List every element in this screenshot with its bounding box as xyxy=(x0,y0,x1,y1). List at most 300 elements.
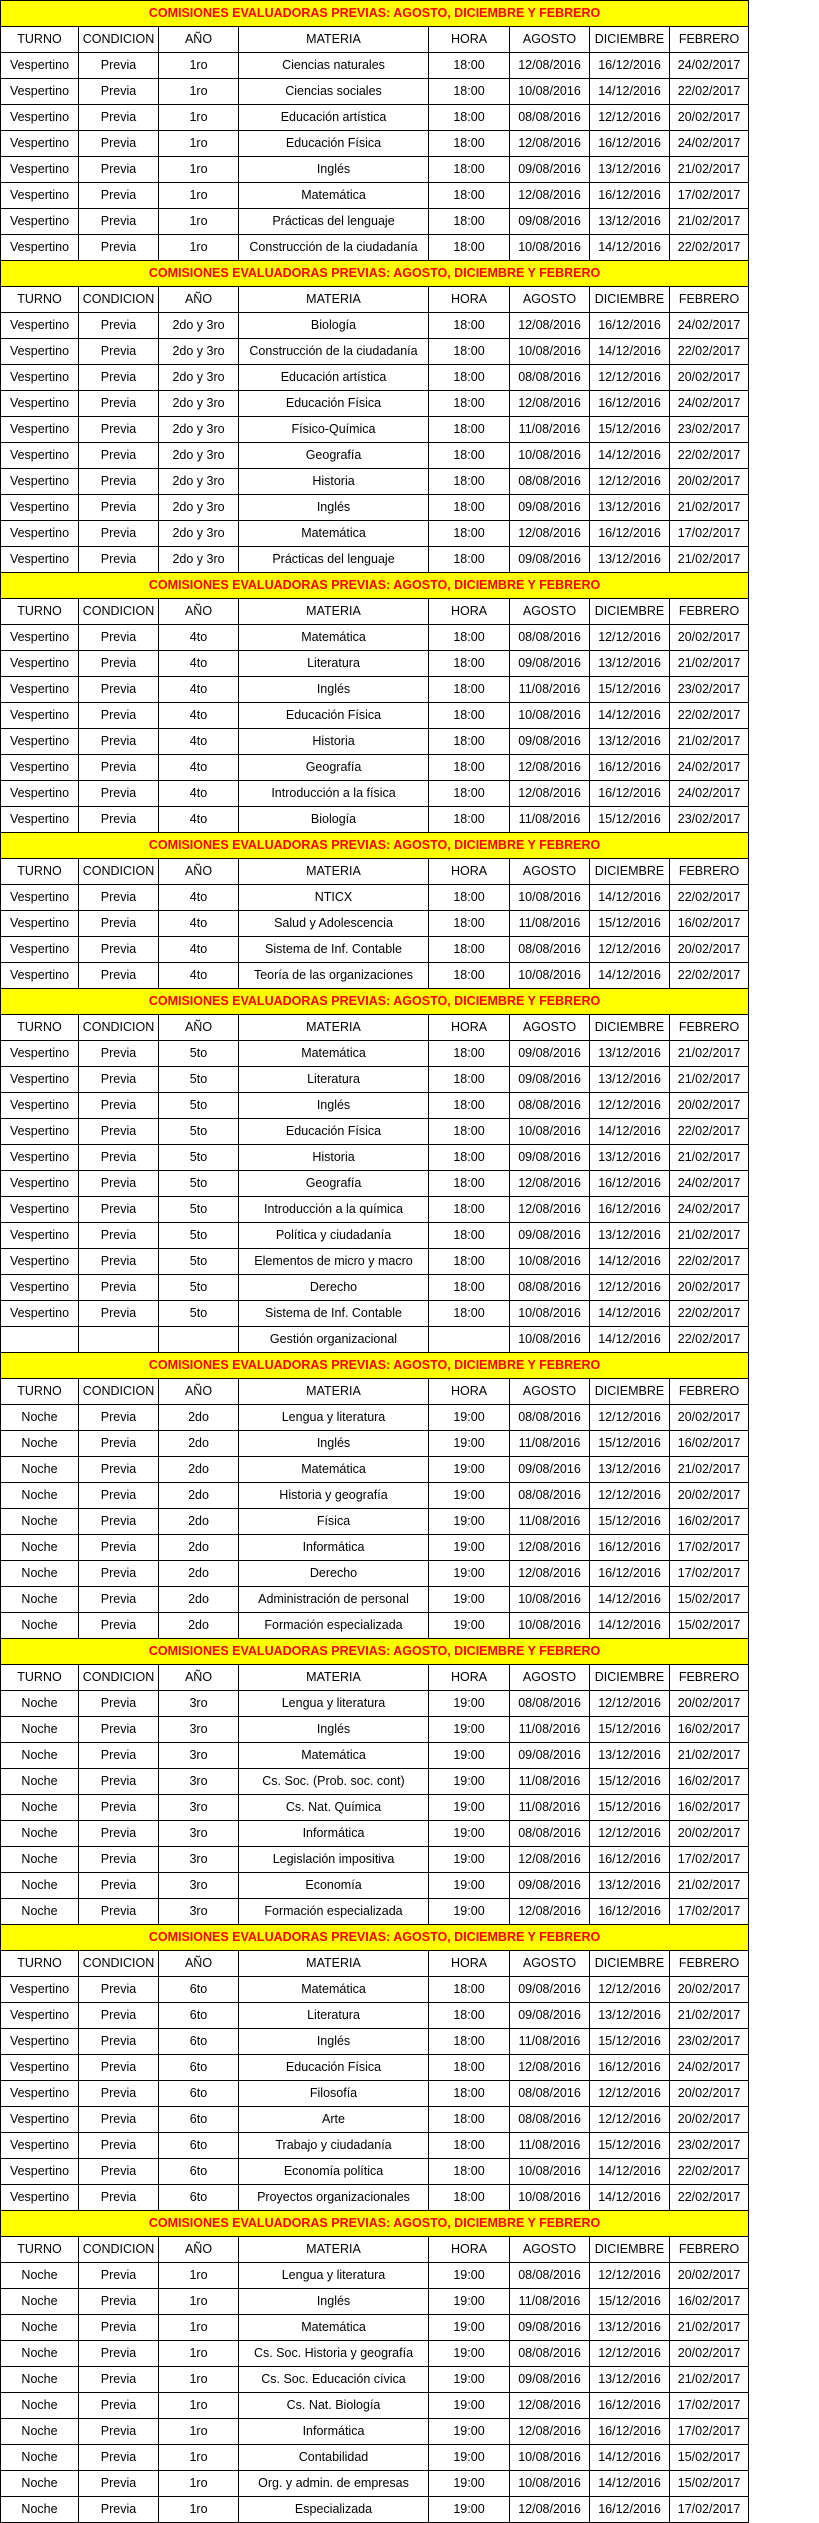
table-row xyxy=(1,2289,749,2315)
cell-anio: 2do y 3ro xyxy=(159,521,239,547)
cell-condicion: Previa xyxy=(79,235,159,261)
cell-condicion: Previa xyxy=(79,1847,159,1873)
cell-anio: 3ro xyxy=(159,1769,239,1795)
header-febrero: FEBRERO xyxy=(670,27,749,53)
cell-hora: 19:00 xyxy=(429,1873,510,1899)
cell-condicion: Previa xyxy=(79,2471,159,2497)
cell-febrero: 21/02/2017 xyxy=(670,1223,749,1249)
header-turno: TURNO xyxy=(1,1379,79,1405)
cell-anio: 1ro xyxy=(159,2497,239,2523)
cell-agosto: 10/08/2016 xyxy=(510,1587,590,1613)
cell-febrero: 20/02/2017 xyxy=(670,625,749,651)
table-row xyxy=(1,1301,749,1327)
cell-diciembre: 15/12/2016 xyxy=(590,1717,670,1743)
header-materia: MATERIA xyxy=(239,2237,429,2263)
cell-turno xyxy=(1,1327,79,1353)
table-row xyxy=(1,1093,749,1119)
header-diciembre: DICIEMBRE xyxy=(590,27,670,53)
table-row xyxy=(1,443,749,469)
cell-turno: Noche xyxy=(1,2289,79,2315)
cell-febrero: 20/02/2017 xyxy=(670,105,749,131)
cell-hora: 19:00 xyxy=(429,1769,510,1795)
cell-turno: Vespertino xyxy=(1,157,79,183)
cell-condicion: Previa xyxy=(79,1613,159,1639)
table-row xyxy=(1,1457,749,1483)
header-condicion: CONDICION xyxy=(79,599,159,625)
cell-agosto: 12/08/2016 xyxy=(510,313,590,339)
cell-turno: Noche xyxy=(1,2419,79,2445)
table-row xyxy=(1,2393,749,2419)
cell-turno: Vespertino xyxy=(1,131,79,157)
table-row xyxy=(1,1119,749,1145)
cell-agosto: 10/08/2016 xyxy=(510,235,590,261)
cell-febrero: 21/02/2017 xyxy=(670,157,749,183)
cell-materia: Literatura xyxy=(239,2003,429,2029)
cell-condicion: Previa xyxy=(79,1119,159,1145)
cell-condicion: Previa xyxy=(79,1977,159,2003)
cell-agosto: 08/08/2016 xyxy=(510,1483,590,1509)
cell-anio: 4to xyxy=(159,755,239,781)
table-row xyxy=(1,1275,749,1301)
cell-materia: Matemática xyxy=(239,1041,429,1067)
cell-turno: Vespertino xyxy=(1,651,79,677)
header-hora: HORA xyxy=(429,1665,510,1691)
cell-condicion: Previa xyxy=(79,1301,159,1327)
cell-materia: Ciencias naturales xyxy=(239,53,429,79)
cell-diciembre: 16/12/2016 xyxy=(590,755,670,781)
cell-hora: 18:00 xyxy=(429,937,510,963)
cell-turno: Noche xyxy=(1,1405,79,1431)
cell-anio: 2do xyxy=(159,1405,239,1431)
cell-diciembre: 15/12/2016 xyxy=(590,2133,670,2159)
cell-hora: 18:00 xyxy=(429,1249,510,1275)
cell-anio: 2do y 3ro xyxy=(159,417,239,443)
cell-diciembre: 14/12/2016 xyxy=(590,1613,670,1639)
cell-agosto: 08/08/2016 xyxy=(510,625,590,651)
cell-condicion: Previa xyxy=(79,1457,159,1483)
table-row xyxy=(1,2185,749,2211)
cell-agosto: 11/08/2016 xyxy=(510,677,590,703)
cell-hora: 18:00 xyxy=(429,1197,510,1223)
cell-agosto: 08/08/2016 xyxy=(510,365,590,391)
header-condicion: CONDICION xyxy=(79,1665,159,1691)
cell-anio: 1ro xyxy=(159,157,239,183)
cell-anio: 4to xyxy=(159,937,239,963)
cell-anio: 3ro xyxy=(159,1873,239,1899)
cell-materia: Introducción a la química xyxy=(239,1197,429,1223)
cell-condicion: Previa xyxy=(79,911,159,937)
header-febrero: FEBRERO xyxy=(670,1951,749,1977)
cell-febrero: 24/02/2017 xyxy=(670,755,749,781)
cell-febrero: 23/02/2017 xyxy=(670,807,749,833)
cell-diciembre: 13/12/2016 xyxy=(590,2367,670,2393)
cell-hora: 19:00 xyxy=(429,2445,510,2471)
cell-turno: Noche xyxy=(1,1847,79,1873)
cell-agosto: 09/08/2016 xyxy=(510,1873,590,1899)
cell-agosto: 12/08/2016 xyxy=(510,391,590,417)
cell-agosto: 08/08/2016 xyxy=(510,2263,590,2289)
header-turno: TURNO xyxy=(1,2237,79,2263)
cell-agosto: 12/08/2016 xyxy=(510,1561,590,1587)
cell-anio: 1ro xyxy=(159,2289,239,2315)
cell-diciembre: 16/12/2016 xyxy=(590,2393,670,2419)
cell-turno: Noche xyxy=(1,1613,79,1639)
cell-diciembre: 16/12/2016 xyxy=(590,1171,670,1197)
cell-turno: Noche xyxy=(1,2471,79,2497)
cell-condicion: Previa xyxy=(79,1561,159,1587)
cell-materia: Educación Física xyxy=(239,391,429,417)
cell-condicion: Previa xyxy=(79,1535,159,1561)
cell-materia: Inglés xyxy=(239,1717,429,1743)
cell-hora: 18:00 xyxy=(429,2159,510,2185)
cell-materia: Inglés xyxy=(239,2289,429,2315)
cell-agosto: 08/08/2016 xyxy=(510,1691,590,1717)
cell-febrero: 17/02/2017 xyxy=(670,2497,749,2523)
cell-agosto: 09/08/2016 xyxy=(510,1743,590,1769)
cell-hora xyxy=(429,1327,510,1353)
column-header-row xyxy=(1,1015,749,1041)
cell-diciembre: 16/12/2016 xyxy=(590,183,670,209)
header-hora: HORA xyxy=(429,287,510,313)
cell-febrero: 22/02/2017 xyxy=(670,963,749,989)
header-diciembre: DICIEMBRE xyxy=(590,1951,670,1977)
cell-diciembre: 12/12/2016 xyxy=(590,1093,670,1119)
cell-condicion: Previa xyxy=(79,1431,159,1457)
cell-turno: Vespertino xyxy=(1,209,79,235)
cell-materia: Matemática xyxy=(239,521,429,547)
cell-agosto: 11/08/2016 xyxy=(510,1509,590,1535)
cell-anio: 6to xyxy=(159,2159,239,2185)
column-header-row xyxy=(1,2237,749,2263)
cell-diciembre: 13/12/2016 xyxy=(590,547,670,573)
cell-materia: Salud y Adolescencia xyxy=(239,911,429,937)
cell-diciembre: 14/12/2016 xyxy=(590,703,670,729)
cell-hora: 18:00 xyxy=(429,1145,510,1171)
cell-condicion: Previa xyxy=(79,2081,159,2107)
table-row xyxy=(1,105,749,131)
section-title-row xyxy=(1,573,749,599)
header-condicion: CONDICION xyxy=(79,287,159,313)
cell-condicion: Previa xyxy=(79,105,159,131)
cell-condicion: Previa xyxy=(79,2341,159,2367)
cell-diciembre: 16/12/2016 xyxy=(590,2497,670,2523)
cell-anio: 5to xyxy=(159,1197,239,1223)
cell-diciembre: 16/12/2016 xyxy=(590,1197,670,1223)
cell-turno: Noche xyxy=(1,1587,79,1613)
cell-agosto: 10/08/2016 xyxy=(510,2445,590,2471)
section-title-row xyxy=(1,1639,749,1665)
cell-agosto: 09/08/2016 xyxy=(510,1067,590,1093)
cell-agosto: 12/08/2016 xyxy=(510,521,590,547)
cell-materia: Construcción de la ciudadanía xyxy=(239,235,429,261)
cell-agosto: 10/08/2016 xyxy=(510,1119,590,1145)
cell-condicion: Previa xyxy=(79,755,159,781)
cell-febrero: 15/02/2017 xyxy=(670,2471,749,2497)
cell-hora: 18:00 xyxy=(429,2133,510,2159)
cell-agosto: 08/08/2016 xyxy=(510,1275,590,1301)
cell-hora: 19:00 xyxy=(429,1821,510,1847)
cell-hora: 18:00 xyxy=(429,1301,510,1327)
cell-febrero: 24/02/2017 xyxy=(670,1171,749,1197)
cell-febrero: 15/02/2017 xyxy=(670,2445,749,2471)
cell-condicion: Previa xyxy=(79,2289,159,2315)
cell-anio: 4to xyxy=(159,885,239,911)
cell-anio: 5to xyxy=(159,1145,239,1171)
cell-hora: 18:00 xyxy=(429,339,510,365)
cell-condicion: Previa xyxy=(79,2029,159,2055)
cell-agosto: 11/08/2016 xyxy=(510,417,590,443)
cell-anio: 1ro xyxy=(159,2393,239,2419)
cell-hora: 18:00 xyxy=(429,1119,510,1145)
cell-hora: 19:00 xyxy=(429,2471,510,2497)
cell-diciembre: 13/12/2016 xyxy=(590,495,670,521)
table-row xyxy=(1,2107,749,2133)
table-row xyxy=(1,235,749,261)
header-condicion: CONDICION xyxy=(79,27,159,53)
cell-diciembre: 14/12/2016 xyxy=(590,79,670,105)
cell-agosto: 11/08/2016 xyxy=(510,2029,590,2055)
table-row xyxy=(1,1197,749,1223)
cell-materia: Literatura xyxy=(239,651,429,677)
table-row xyxy=(1,1691,749,1717)
cell-anio: 2do xyxy=(159,1431,239,1457)
header-agosto: AGOSTO xyxy=(510,1951,590,1977)
table-row xyxy=(1,1899,749,1925)
cell-condicion: Previa xyxy=(79,1197,159,1223)
cell-hora: 19:00 xyxy=(429,1717,510,1743)
table-row xyxy=(1,677,749,703)
cell-turno: Vespertino xyxy=(1,2133,79,2159)
header-anio: AÑO xyxy=(159,599,239,625)
cell-hora: 18:00 xyxy=(429,391,510,417)
cell-anio: 2do xyxy=(159,1613,239,1639)
header-materia: MATERIA xyxy=(239,1015,429,1041)
cell-anio: 1ro xyxy=(159,183,239,209)
cell-materia: Informática xyxy=(239,1821,429,1847)
cell-hora: 18:00 xyxy=(429,2185,510,2211)
cell-materia: Biología xyxy=(239,313,429,339)
cell-diciembre: 14/12/2016 xyxy=(590,885,670,911)
header-agosto: AGOSTO xyxy=(510,287,590,313)
cell-turno: Vespertino xyxy=(1,1093,79,1119)
header-agosto: AGOSTO xyxy=(510,859,590,885)
cell-materia: Cs. Soc. (Prob. soc. cont) xyxy=(239,1769,429,1795)
cell-condicion: Previa xyxy=(79,79,159,105)
cell-diciembre: 16/12/2016 xyxy=(590,2055,670,2081)
header-diciembre: DICIEMBRE xyxy=(590,859,670,885)
cell-febrero: 17/02/2017 xyxy=(670,183,749,209)
section-title-row xyxy=(1,2211,749,2237)
cell-materia: Inglés xyxy=(239,677,429,703)
table-row xyxy=(1,157,749,183)
cell-agosto: 11/08/2016 xyxy=(510,807,590,833)
cell-materia: Lengua y literatura xyxy=(239,1691,429,1717)
table-row xyxy=(1,1431,749,1457)
cell-materia: Inglés xyxy=(239,1431,429,1457)
cell-febrero: 22/02/2017 xyxy=(670,885,749,911)
table-row xyxy=(1,2315,749,2341)
cell-hora: 19:00 xyxy=(429,2315,510,2341)
cell-diciembre: 13/12/2016 xyxy=(590,209,670,235)
cell-agosto: 10/08/2016 xyxy=(510,2185,590,2211)
cell-hora: 19:00 xyxy=(429,2419,510,2445)
table-row xyxy=(1,2055,749,2081)
cell-materia: Geografía xyxy=(239,443,429,469)
cell-diciembre: 12/12/2016 xyxy=(590,1405,670,1431)
cell-febrero: 17/02/2017 xyxy=(670,2419,749,2445)
cell-materia: Sistema de Inf. Contable xyxy=(239,937,429,963)
header-condicion: CONDICION xyxy=(79,859,159,885)
section-title: COMISIONES EVALUADORAS PREVIAS: AGOSTO, DICIEMBRE Y FEBRERO xyxy=(1,1,749,27)
cell-agosto: 12/08/2016 xyxy=(510,1171,590,1197)
cell-anio: 4to xyxy=(159,677,239,703)
cell-condicion: Previa xyxy=(79,651,159,677)
cell-agosto: 11/08/2016 xyxy=(510,2289,590,2315)
cell-turno: Vespertino xyxy=(1,2029,79,2055)
header-materia: MATERIA xyxy=(239,1951,429,1977)
cell-febrero: 22/02/2017 xyxy=(670,443,749,469)
cell-agosto: 10/08/2016 xyxy=(510,1613,590,1639)
cell-turno: Vespertino xyxy=(1,1067,79,1093)
cell-hora: 19:00 xyxy=(429,2289,510,2315)
cell-febrero: 24/02/2017 xyxy=(670,131,749,157)
table-row xyxy=(1,1821,749,1847)
cell-febrero: 16/02/2017 xyxy=(670,1769,749,1795)
table-row xyxy=(1,937,749,963)
cell-materia: Educación Física xyxy=(239,703,429,729)
cell-diciembre: 13/12/2016 xyxy=(590,1743,670,1769)
cell-febrero: 20/02/2017 xyxy=(670,1977,749,2003)
table-row xyxy=(1,521,749,547)
cell-materia: Físico-Química xyxy=(239,417,429,443)
cell-agosto: 09/08/2016 xyxy=(510,209,590,235)
header-materia: MATERIA xyxy=(239,287,429,313)
cell-anio: 5to xyxy=(159,1093,239,1119)
cell-hora: 18:00 xyxy=(429,79,510,105)
cell-condicion: Previa xyxy=(79,1509,159,1535)
header-agosto: AGOSTO xyxy=(510,1379,590,1405)
header-agosto: AGOSTO xyxy=(510,27,590,53)
header-diciembre: DICIEMBRE xyxy=(590,287,670,313)
cell-turno: Noche xyxy=(1,1483,79,1509)
cell-febrero: 16/02/2017 xyxy=(670,2289,749,2315)
cell-febrero: 21/02/2017 xyxy=(670,547,749,573)
cell-agosto: 08/08/2016 xyxy=(510,105,590,131)
cell-hora: 18:00 xyxy=(429,729,510,755)
cell-hora: 18:00 xyxy=(429,521,510,547)
cell-agosto: 10/08/2016 xyxy=(510,2471,590,2497)
cell-condicion: Previa xyxy=(79,469,159,495)
header-turno: TURNO xyxy=(1,1951,79,1977)
cell-diciembre: 12/12/2016 xyxy=(590,1691,670,1717)
table-row xyxy=(1,417,749,443)
table-row xyxy=(1,2367,749,2393)
cell-diciembre: 16/12/2016 xyxy=(590,391,670,417)
header-hora: HORA xyxy=(429,2237,510,2263)
cell-diciembre: 15/12/2016 xyxy=(590,2289,670,2315)
cell-agosto: 11/08/2016 xyxy=(510,911,590,937)
cell-turno: Vespertino xyxy=(1,2107,79,2133)
cell-materia: Administración de personal xyxy=(239,1587,429,1613)
cell-febrero: 20/02/2017 xyxy=(670,2341,749,2367)
header-febrero: FEBRERO xyxy=(670,1665,749,1691)
cell-febrero: 22/02/2017 xyxy=(670,1249,749,1275)
cell-diciembre: 14/12/2016 xyxy=(590,2445,670,2471)
cell-hora: 18:00 xyxy=(429,1067,510,1093)
cell-turno: Vespertino xyxy=(1,183,79,209)
table-row xyxy=(1,2081,749,2107)
cell-febrero: 21/02/2017 xyxy=(670,1041,749,1067)
cell-febrero: 16/02/2017 xyxy=(670,911,749,937)
cell-materia: Educación Física xyxy=(239,131,429,157)
cell-condicion: Previa xyxy=(79,703,159,729)
cell-anio: 6to xyxy=(159,2107,239,2133)
section-title-row xyxy=(1,833,749,859)
cell-condicion: Previa xyxy=(79,1405,159,1431)
table-row xyxy=(1,1535,749,1561)
cell-diciembre: 15/12/2016 xyxy=(590,1431,670,1457)
cell-anio: 5to xyxy=(159,1041,239,1067)
cell-febrero: 21/02/2017 xyxy=(670,1873,749,1899)
cell-condicion: Previa xyxy=(79,625,159,651)
cell-turno: Vespertino xyxy=(1,729,79,755)
cell-hora: 18:00 xyxy=(429,911,510,937)
cell-febrero: 17/02/2017 xyxy=(670,1561,749,1587)
cell-condicion: Previa xyxy=(79,781,159,807)
table-row xyxy=(1,885,749,911)
cell-materia: Educación Física xyxy=(239,2055,429,2081)
table-row xyxy=(1,1405,749,1431)
cell-diciembre: 14/12/2016 xyxy=(590,1587,670,1613)
cell-materia: Formación especializada xyxy=(239,1613,429,1639)
section-title: COMISIONES EVALUADORAS PREVIAS: AGOSTO, DICIEMBRE Y FEBRERO xyxy=(1,1639,749,1665)
table-row xyxy=(1,495,749,521)
cell-anio: 5to xyxy=(159,1171,239,1197)
cell-condicion xyxy=(79,1327,159,1353)
cell-diciembre: 14/12/2016 xyxy=(590,2471,670,2497)
cell-materia: Derecho xyxy=(239,1561,429,1587)
cell-condicion: Previa xyxy=(79,1483,159,1509)
cell-anio: 1ro xyxy=(159,2341,239,2367)
cell-condicion: Previa xyxy=(79,495,159,521)
table-row xyxy=(1,807,749,833)
header-hora: HORA xyxy=(429,599,510,625)
table-row xyxy=(1,1171,749,1197)
cell-condicion: Previa xyxy=(79,2263,159,2289)
cell-diciembre: 16/12/2016 xyxy=(590,521,670,547)
cell-febrero: 16/02/2017 xyxy=(670,1717,749,1743)
table-row xyxy=(1,2471,749,2497)
cell-hora: 18:00 xyxy=(429,157,510,183)
cell-turno: Vespertino xyxy=(1,391,79,417)
cell-agosto: 12/08/2016 xyxy=(510,53,590,79)
header-turno: TURNO xyxy=(1,599,79,625)
cell-anio: 1ro xyxy=(159,2445,239,2471)
cell-diciembre: 13/12/2016 xyxy=(590,1873,670,1899)
cell-turno: Noche xyxy=(1,1717,79,1743)
cell-materia: Cs. Soc. Educación cívica xyxy=(239,2367,429,2393)
cell-materia: Especializada xyxy=(239,2497,429,2523)
cell-condicion: Previa xyxy=(79,157,159,183)
cell-agosto: 12/08/2016 xyxy=(510,2393,590,2419)
cell-materia: Contabilidad xyxy=(239,2445,429,2471)
cell-condicion: Previa xyxy=(79,729,159,755)
cell-condicion: Previa xyxy=(79,2055,159,2081)
cell-condicion: Previa xyxy=(79,1145,159,1171)
header-hora: HORA xyxy=(429,1379,510,1405)
header-febrero: FEBRERO xyxy=(670,287,749,313)
cell-anio: 2do y 3ro xyxy=(159,339,239,365)
